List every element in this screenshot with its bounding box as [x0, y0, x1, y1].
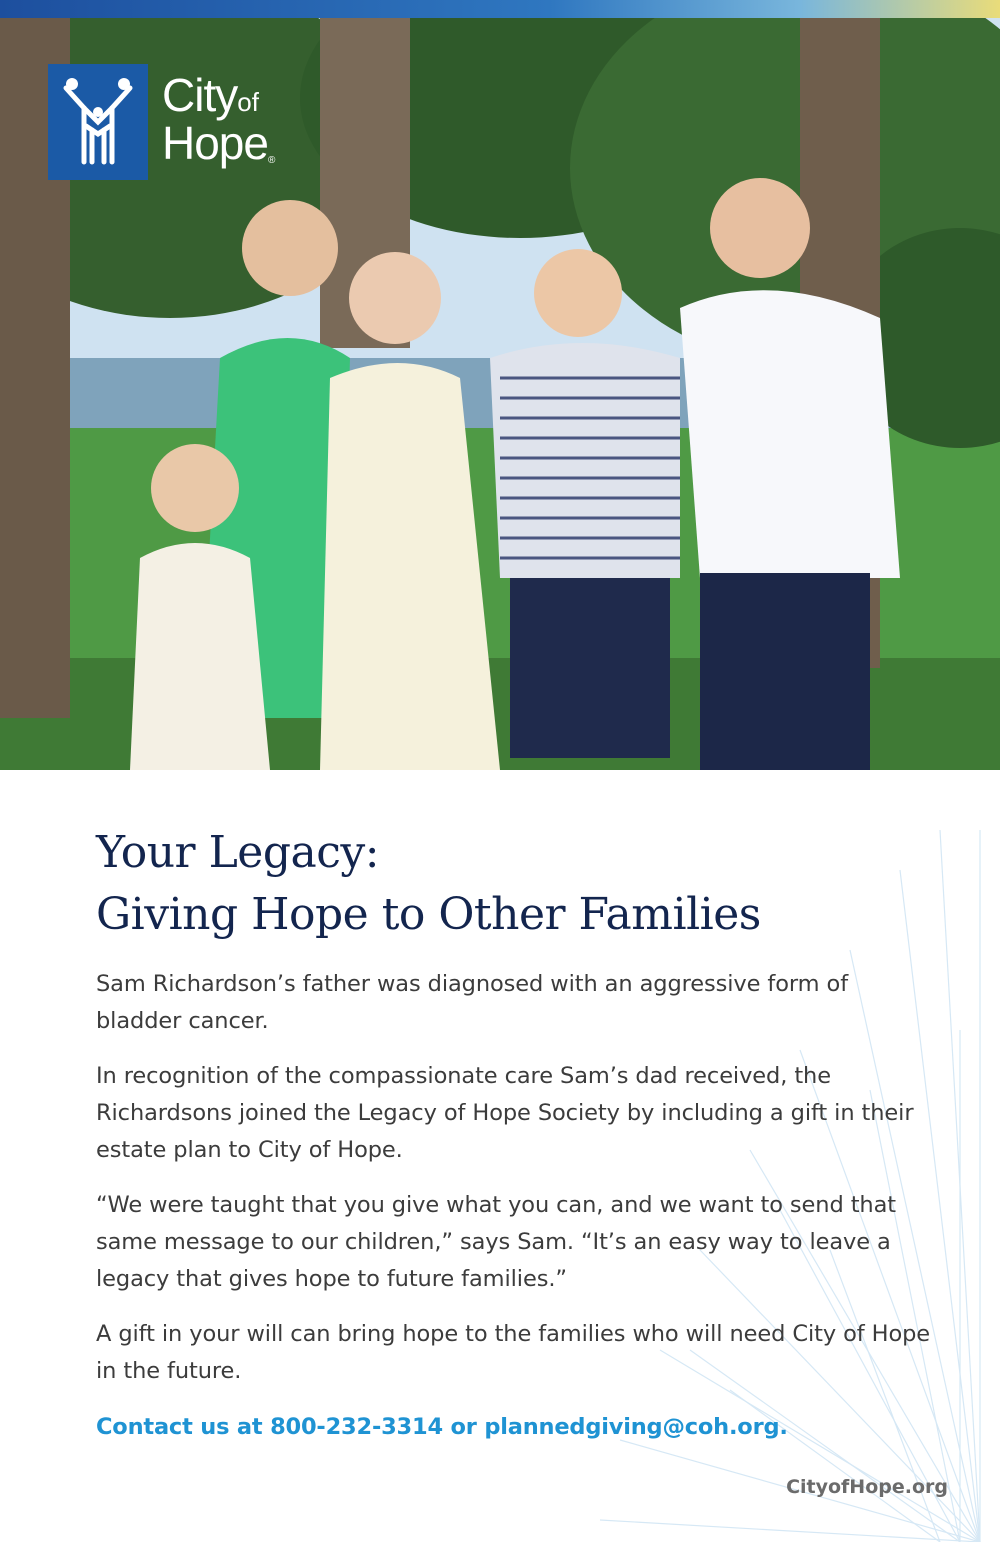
- family-figures-icon: [58, 74, 138, 170]
- logo-registered-mark: ®: [267, 155, 275, 166]
- city-of-hope-logo: [48, 64, 274, 180]
- paragraph-diagnosis: Sam Richardson’s father was diagnosed with an aggressive form of bladder cancer.: [96, 971, 849, 1034]
- contact-line[interactable]: Contact us at 800-232-3314 or plannedgiving@coh.org.: [96, 1414, 788, 1440]
- paragraph-recognition: In recognition of the compassionate care Sam’s dad received, the Richardsons joined the Legacy of Hope Society by including a gift in their estate plan to City of Hope.: [96, 1063, 914, 1163]
- headline-line-1: Your Legacy:: [96, 827, 380, 878]
- logo-mark: [48, 64, 148, 180]
- page-title: [96, 822, 936, 946]
- logo-hope: Hope: [162, 117, 268, 169]
- family-photo: [0, 18, 1000, 770]
- top-gradient-bar: [0, 0, 1000, 18]
- paragraph-call-to-action: A gift in your will can bring hope to the families who will need City of Hope in the future.: [96, 1321, 931, 1384]
- article: [96, 822, 936, 1440]
- logo-of: of: [237, 87, 259, 117]
- website-link[interactable]: CityofHope.org: [786, 1476, 948, 1498]
- logo-city: City: [162, 69, 238, 121]
- logo-wordmark: [162, 64, 275, 169]
- headline-line-2: Giving Hope to Other Families: [96, 889, 761, 940]
- paragraph-quote: “We were taught that you give what you can, and we want to send that same message to our children,” says Sam. “It’s an easy way to leave a legacy that gives hope to future families.”: [96, 1192, 896, 1292]
